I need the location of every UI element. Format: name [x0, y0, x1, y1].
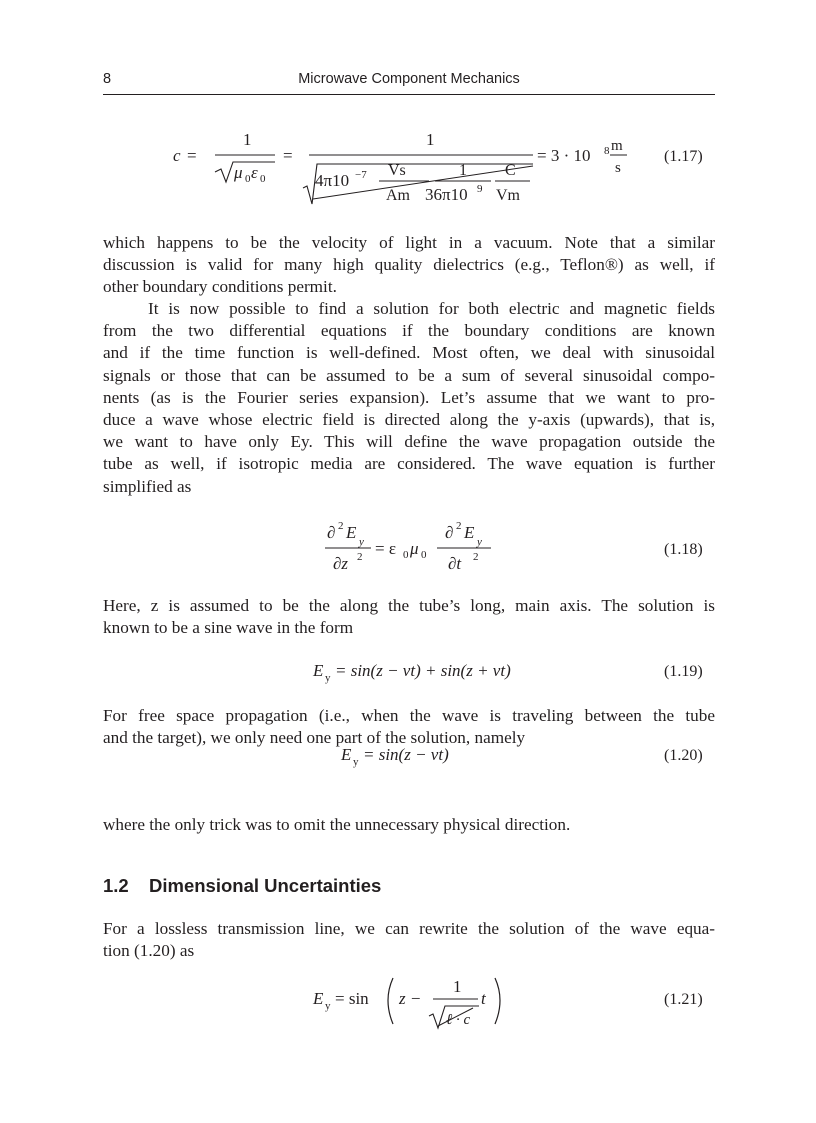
eq17-result: = 3 · 10	[537, 146, 591, 165]
eq21-z-minus: z −	[399, 989, 422, 1008]
eq17-frac2-b: 36π10	[425, 185, 468, 204]
eq20-lhs-sub: y	[353, 756, 359, 768]
eq21-left-paren	[388, 978, 393, 1024]
eq17-frac1-mu: μ	[234, 163, 243, 182]
eq17-frac2-a-exp: −7	[355, 169, 367, 181]
eq18-rhs-num-exp: 2	[456, 520, 462, 532]
eq18-rhs-num-var: E	[464, 523, 475, 542]
section-title: Dimensional Uncertainties	[149, 875, 382, 896]
eq21-sin: = sin	[335, 989, 369, 1008]
p6-line-2: tion (1.20) as	[103, 941, 195, 961]
section-number: 1.2	[103, 875, 129, 896]
p2-line-4: signals or those that can be assumed to be a sum of several sinusoidal compo-	[103, 365, 715, 385]
eq17-frac2-vs: Vs	[388, 162, 406, 179]
paragraph-5	[103, 814, 715, 836]
eq18-lhs-den: ∂z	[333, 554, 349, 573]
eq17-lhs: c	[173, 146, 181, 165]
eq20-rhs: = sin(z − vt)	[363, 745, 449, 764]
equation-1-21-formula	[103, 970, 715, 1032]
p1-line-3: other boundary conditions permit.	[103, 277, 337, 297]
eq18-middle-sub1: 0	[403, 549, 409, 561]
eq17-frac2-num: 1	[426, 130, 435, 149]
eq17-frac1-eps-sub: 0	[260, 173, 266, 185]
equation-1-18-formula	[103, 518, 715, 578]
p2-line-6: duce a wave whose electric field is directed along the y-axis (upwards), that is,	[103, 410, 715, 430]
eq17-frac2-vm: Vm	[496, 187, 520, 204]
paragraph-2	[103, 298, 715, 498]
eq19-rhs: = sin(z − vt) + sin(z + vt)	[335, 661, 511, 680]
equation-1-19-formula	[103, 656, 715, 686]
equation-1-18	[103, 518, 715, 578]
eq18-lhs-den-exp: 2	[357, 551, 363, 563]
p2-line-1: It is now possible to find a solution for both electric and magnetic fields	[148, 299, 715, 318]
eq21-lhs-sub: y	[325, 1000, 331, 1012]
running-header	[103, 70, 715, 95]
paragraph-1	[103, 232, 715, 299]
eq17-unit-num: m	[611, 138, 623, 154]
eq18-rhs-den: ∂t	[448, 554, 462, 573]
eq18-middle-mu: μ	[410, 539, 419, 558]
paragraph-6	[103, 918, 715, 962]
eq20-number: (1.20)	[664, 747, 703, 764]
p4-line-2: and the target), we only need one part of the solution, namely	[103, 728, 526, 748]
equation-1-20	[103, 740, 715, 770]
eq20-lhs: E	[341, 745, 352, 764]
p5-line-1: where the only trick was to omit the unnecessary physical direction.	[103, 815, 571, 834]
eq17-result-exp: 8	[604, 145, 610, 157]
equation-1-17-formula	[103, 128, 715, 213]
p1-line-2: discussion is valid for many high quality dielectrics (e.g., Teflon®) as well, if	[103, 255, 715, 275]
equation-1-17	[103, 128, 715, 213]
eq19-lhs-sub: y	[325, 672, 331, 684]
p3-line-1: Here, z is assumed to be the along the tube’s long, main axis. The solution is	[103, 596, 715, 615]
eq18-lhs-num-exp: 2	[338, 520, 344, 532]
p4-line-1: For free space propagation (i.e., when the wave is traveling between the tube	[103, 706, 715, 725]
equation-1-19	[103, 656, 715, 686]
eq17-equals-2: =	[283, 146, 293, 165]
eq17-frac2-b-exp: 9	[477, 183, 483, 195]
running-title: Microwave Component Mechanics	[298, 71, 520, 87]
eq17-frac1-eps: ε	[251, 163, 258, 182]
eq18-middle-sub2: 0	[421, 549, 427, 561]
p2-line-5: nents (as is the Fourier series expansion). Let’s assume that we want to pro-	[103, 387, 715, 407]
eq17-number: (1.17)	[664, 148, 703, 165]
eq18-rhs-num-sub: y	[477, 536, 482, 548]
eq18-middle: = ε	[375, 539, 396, 558]
p6-line-1: For a lossless transmission line, we can rewrite the solution of the wave equa-	[103, 919, 715, 938]
p1-line-1: which happens to be the velocity of light in a vacuum. Note that a similar	[103, 233, 715, 252]
eq18-number: (1.18)	[664, 541, 703, 558]
p2-line-8: tube as well, if isotropic media are considered. The wave equation is further	[103, 454, 715, 474]
equation-1-20-formula	[103, 740, 715, 770]
eq18-rhs-num: ∂	[445, 523, 454, 542]
eq21-t: t	[481, 989, 486, 1008]
p2-line-2: from the two differential equations if the boundary conditions are known	[103, 321, 715, 341]
equation-1-21	[103, 970, 715, 1032]
eq17-frac2-c: C	[505, 162, 516, 179]
eq21-number: (1.21)	[664, 991, 703, 1008]
page-number: 8	[103, 71, 112, 87]
eq18-lhs-num-sub: y	[359, 536, 364, 548]
eq17-frac2-a: 4π10	[315, 171, 350, 190]
p2-line-7: we want to have only Ey. This will define the wave propagation outside the	[103, 432, 715, 452]
eq19-number: (1.19)	[664, 663, 703, 680]
p2-line-9: simplified as	[103, 476, 192, 496]
eq17-unit-den: s	[615, 160, 621, 176]
p2-line-3: and if the time function is well-defined. Most often, we deal with sinusoidal	[103, 343, 715, 363]
eq21-lhs: E	[313, 989, 324, 1008]
eq17-frac1-mu-sub: 0	[245, 173, 251, 185]
eq19-lhs: E	[313, 661, 324, 680]
p3-line-2: known to be a sine wave in the form	[103, 618, 354, 638]
eq18-rhs-den-exp: 2	[473, 551, 479, 563]
eq17-frac1-num: 1	[243, 130, 252, 149]
eq18-lhs-num-var: E	[346, 523, 357, 542]
eq21-frac-num: 1	[453, 977, 462, 996]
eq17-frac2-am: Am	[386, 187, 410, 204]
eq21-frac-den: ℓ · c	[446, 1012, 471, 1028]
eq18-lhs-num: ∂	[327, 523, 336, 542]
section-heading	[103, 875, 381, 897]
eq17-frac2-one: 1	[459, 162, 467, 179]
eq17-equals-1: =	[187, 146, 197, 165]
paragraph-3	[103, 595, 715, 639]
eq21-right-paren	[495, 978, 500, 1024]
